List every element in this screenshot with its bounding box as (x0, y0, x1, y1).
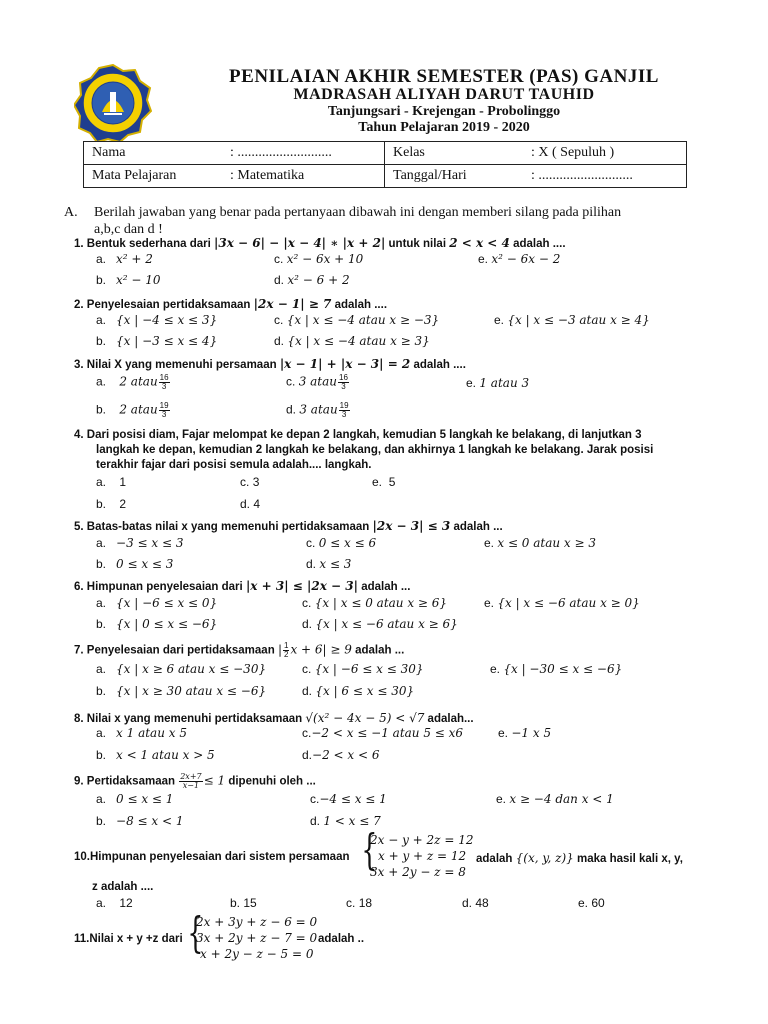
option-7c[interactable]: c. {x | −6 ≤ x ≤ 30} (302, 662, 424, 676)
question-1 (74, 236, 566, 250)
option-9c[interactable]: c.−4 ≤ x ≤ 1 (310, 792, 387, 806)
mapel-label: Mata Pelajaran (92, 168, 177, 183)
question-5: 5. Batas-batas nilai x yang memenuhi pertidaksamaan |2x − 3| ≤ 3 adalah ... (74, 519, 503, 533)
option-8c[interactable]: c.−2 < x ≤ −1 atau 5 ≤ x6 (302, 726, 464, 740)
option-2c[interactable]: c. {x | x ≤ −4 atau x ≥ −3} (274, 313, 440, 327)
option-6e[interactable]: e. {x | x ≤ −6 atau x ≥ 0} (484, 596, 640, 610)
option-9d[interactable]: d. 1 < x ≤ 7 (310, 814, 381, 828)
question-7: 7. Penyelesaian dari pertidaksamaan | $\frac{1}{2}$ x + 6| ≥ 9 adalah ... (74, 641, 405, 659)
option-1a[interactable]: a. x² + 2 (96, 252, 153, 266)
question-4: 4. Dari posisi diam, Fajar melompat ke depan 2 langkah, kemudian 5 langkah ke belakang, di lanjutkan 3 (74, 429, 642, 441)
option-8d[interactable]: d.−2 < x < 6 (302, 748, 380, 762)
option-6a[interactable]: a. {x | −6 ≤ x ≤ 0} (96, 596, 218, 610)
school-address: Tanjungsari - Krejengan - Probolinggo (327, 104, 561, 119)
option-1d[interactable]: d. x² − 6 + 2 (274, 273, 350, 287)
tanggal-field[interactable]: : ........................... (531, 168, 633, 183)
option-2d[interactable]: d. {x | x ≤ −4 atau x ≥ 3} (274, 334, 430, 348)
equation-system-10 (370, 832, 473, 880)
question-10-cont: adalah {(x, y, z)} maka hasil kali x, y, (476, 851, 683, 865)
option-3c[interactable]: c. 3 atau $\frac{16}{3}$ (286, 373, 348, 391)
school-name: MADRASAH ALIYAH DARUT TAUHID (293, 86, 595, 103)
option-6b[interactable]: b. {x | 0 ≤ x ≤ −6} (96, 617, 218, 631)
option-9b[interactable]: b. −8 ≤ x < 1 (96, 814, 184, 828)
kelas-label: Kelas (393, 145, 425, 160)
instruction-line-1: Berilah jawaban yang benar pada pertanyaan dibawah ini dengan memberi silang pada pilihan (94, 205, 622, 220)
equation: 3x + 2y + z − 7 = 0 (196, 931, 318, 945)
option-10e[interactable]: e. 60 (578, 896, 605, 910)
system-brace: { (361, 825, 378, 874)
question-6: 6. Himpunan penyelesaian dari |x + 3| ≤ |2x − 3| adalah ... (74, 579, 411, 593)
question-11-cont: adalah .. (318, 933, 365, 945)
option-3a[interactable]: a. 2 atau $\frac{16}{3}$ (96, 373, 169, 391)
question-11: 11.Nilai x + y +z dari (74, 933, 183, 945)
equation-system-11 (196, 914, 317, 962)
option-10b[interactable]: b. 15 (230, 896, 257, 910)
question-math: |3x − 6| − |x − 4| ∗ |x + 2| (213, 236, 386, 250)
option-5a[interactable]: a. −3 ≤ x ≤ 3 (96, 536, 184, 550)
question-4-line-3: terakhir fajar dari posisi semula adalah.... langkah. (96, 459, 372, 471)
option-10d[interactable]: d. 48 (462, 896, 489, 910)
option-5b[interactable]: b. 0 ≤ x ≤ 3 (96, 557, 174, 571)
question-10: 10.Himpunan penyelesaian dari sistem persamaan (74, 851, 350, 863)
question-8: 8. Nilai x yang memenuhi pertidaksamaan √(x² − 4x − 5) < √7 adalah... (74, 711, 474, 725)
section-letter: A. (64, 205, 78, 220)
nama-label: Nama (92, 145, 126, 160)
kelas-value: : X ( Sepuluh ) (531, 145, 615, 160)
question-number: 1. (74, 238, 84, 250)
question-4-line-2: langkah ke depan, kemudian 2 langkah ke belakang, dan akhirnya 1 langkah ke belakang. Jarak posisi (96, 444, 654, 456)
option-5d[interactable]: d. x ≤ 3 (306, 557, 352, 571)
question-text: Bentuk sederhana dari (86, 238, 214, 250)
system-brace: { (187, 908, 204, 957)
option-4a[interactable]: a. 1 (96, 475, 127, 489)
option-2b[interactable]: b. {x | −3 ≤ x ≤ 4} (96, 334, 218, 348)
option-8a[interactable]: a. x 1 atau x 5 (96, 726, 187, 740)
option-1b[interactable]: b. x² − 10 (96, 273, 161, 287)
question-text: adalah .... (509, 238, 566, 250)
option-6d[interactable]: d. {x | x ≤ −6 atau x ≥ 6} (302, 617, 458, 631)
option-1c[interactable]: c. x² − 6x + 10 (274, 252, 364, 266)
option-4b[interactable]: b. 2 (96, 497, 127, 511)
option-4c[interactable]: c. 3 (240, 475, 260, 489)
equation: 2x + 3y + z − 6 = 0 (196, 915, 318, 929)
equation: x + y + z = 12 (378, 849, 467, 863)
option-7d[interactable]: d. {x | 6 ≤ x ≤ 30} (302, 684, 415, 698)
option-5e[interactable]: e. x ≤ 0 atau x ≥ 3 (484, 536, 597, 550)
question-10-line-2: z adalah .... (92, 881, 154, 893)
option-8b[interactable]: b. x < 1 atau x > 5 (96, 748, 215, 762)
school-logo-icon (74, 64, 152, 142)
option-7e[interactable]: e. {x | −30 ≤ x ≤ −6} (490, 662, 623, 676)
option-8e[interactable]: e. −1 x 5 (498, 726, 552, 740)
question-9: 9. Pertidaksamaan $\frac{2x+7}{x-1}$ ≤ 1 dipenuhi oleh ... (74, 772, 316, 790)
option-2a[interactable]: a. {x | −4 ≤ x ≤ 3} (96, 313, 218, 327)
mapel-value: : Matematika (230, 168, 305, 183)
equation: 3x + 2y − z = 8 (370, 865, 466, 879)
equation: x + 2y − z − 5 = 0 (200, 947, 314, 961)
question-3: 3. Nilai X yang memenuhi persamaan |x − 1| + |x − 3| = 2 adalah .... (74, 357, 466, 371)
option-5c[interactable]: c. 0 ≤ x ≤ 6 (306, 536, 377, 550)
question-text: untuk nilai (385, 238, 450, 250)
instruction (64, 204, 714, 238)
equation: 2x − y + 2z = 12 (370, 833, 474, 847)
option-4e[interactable]: e. 5 (372, 475, 396, 489)
tanggal-label: Tanggal/Hari (393, 168, 467, 183)
option-3d[interactable]: d. 3 atau $\frac{19}{3}$ (286, 401, 349, 419)
instruction-line-2: a,b,c dan d ! (94, 222, 163, 237)
question-2: 2. Penyelesaian pertidaksamaan |2x − 1| ≥ 7 adalah .... (74, 297, 388, 311)
option-1e[interactable]: e. x² − 6x − 2 (478, 252, 561, 266)
option-10c[interactable]: c. 18 (346, 896, 373, 910)
nama-field[interactable]: : ........................... (230, 145, 332, 160)
option-9a[interactable]: a. 0 ≤ x ≤ 1 (96, 792, 174, 806)
question-math: 2 < x < 4 (449, 236, 510, 250)
option-2e[interactable]: e. {x | x ≤ −3 atau x ≥ 4} (494, 313, 650, 327)
exam-title: PENILAIAN AKHIR SEMESTER (PAS) GANJIL (229, 66, 659, 87)
academic-year: Tahun Pelajaran 2019 - 2020 (358, 120, 530, 135)
student-info-table (83, 141, 687, 188)
option-6c[interactable]: c. {x | x ≤ 0 atau x ≥ 6} (302, 596, 448, 610)
option-7b[interactable]: b. {x | x ≥ 30 atau x ≤ −6} (96, 684, 267, 698)
option-7a[interactable]: a. {x | x ≥ 6 atau x ≤ −30} (96, 662, 267, 676)
option-9e[interactable]: e. x ≥ −4 dan x < 1 (496, 792, 614, 806)
option-3b[interactable]: b. 2 atau $\frac{19}{3}$ (96, 401, 169, 419)
option-4d[interactable]: d. 4 (240, 497, 261, 511)
option-10a[interactable]: a. 12 (96, 896, 133, 910)
option-3e[interactable]: e. 1 atau 3 (466, 376, 530, 390)
